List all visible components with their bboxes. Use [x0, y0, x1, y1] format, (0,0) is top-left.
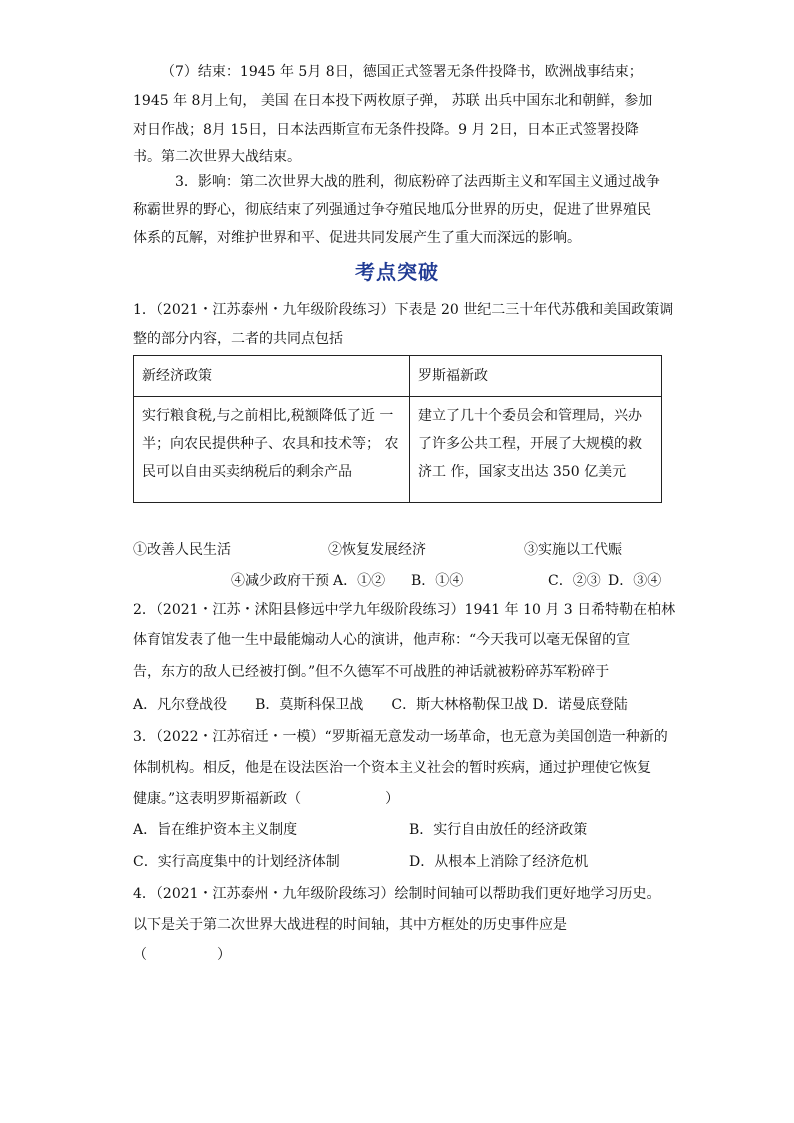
table-header-cell-new-deal: 罗斯福新政 [410, 356, 662, 397]
q3-choice-d: D．从根本上消除了经济危机 [409, 854, 589, 870]
summary-end-line-2: 1945 年 8月上旬， 美国 在日本投下两枚原子弹， 苏联 出兵中国东北和朝鲜，参加 [133, 93, 653, 109]
q3-stem-line-3: 健康。”这表明罗斯福新政（ ） [133, 791, 400, 807]
q1-item-2: ②恢复发展经济 [328, 542, 426, 558]
table-cell-new-deal-content: 建立了几十个委员会和管理局，兴办了许多公共工程，开展了大规模的救济工 作，国家支出达 350 亿美元 [410, 397, 662, 503]
q1-choice-b: B．①④ [411, 573, 464, 589]
table-header-row [134, 356, 662, 397]
q1-item-1: ①改善人民生活 [133, 542, 231, 558]
q4-answer-blank: （ ） [133, 947, 231, 963]
q4-stem-line-1: 4．（2021・江苏泰州・九年级阶段练习）绘制时间轴可以帮助我们更好地学习历史。 [133, 886, 661, 902]
q2-choices: A．凡尔登战役 B．莫斯科保卫战 C．斯大林格勒保卫战 D．诺曼底登陆 [133, 697, 628, 713]
table-header-cell-nep: 新经济政策 [134, 356, 410, 397]
q1-choice-a: A．①② [333, 573, 386, 589]
q3-choice-a: A．旨在维护资本主义制度 [133, 822, 298, 838]
summary-impact-line-2: 称霸世界的野心，彻底结束了列强通过争夺殖民地瓜分世界的历史，促进了世界殖民 [133, 202, 651, 218]
q1-item-4: ④减少政府干预 [231, 573, 329, 589]
q1-stem-line-1: 1．（2021・江苏泰州・九年级阶段练习）下表是 20 世纪二三十年代苏俄和美国政策调 [133, 302, 674, 318]
q1-item-3: ③实施以工代赈 [524, 542, 622, 558]
q4-stem-line-2: 以下是关于第二次世界大战进程的时间轴，其中方框处的历史事件应是 [133, 917, 567, 933]
summary-end-line-3: 对日作战；8月 15日，日本法西斯宣布无条件投降。9 月 2日，日本正式签署投降 [133, 122, 639, 138]
q2-stem-line-3: 告，东方的敌人已经被打倒。”但不久德军不可战胜的神话就被粉碎苏军粉碎于 [133, 664, 610, 680]
summary-end-line-4: 书。第二次世界大战结束。 [133, 149, 301, 165]
q3-choice-c: C．实行高度集中的计划经济体制 [133, 854, 340, 870]
policy-comparison-table [133, 355, 662, 503]
section-title: 考点突破 [355, 260, 439, 284]
summary-end-line-1: （7）结束：1945 年 5月 8日，德国正式签署无条件投降书，欧洲战事结束； [161, 64, 643, 80]
q3-stem-line-2: 体制机构。相反，他是在设法医治一个资本主义社会的暂时疾病，通过护理使它恢复 [133, 760, 651, 776]
q1-choice-c: C．②③ [548, 573, 601, 589]
summary-impact-line-1: 3．影响：第二次世界大战的胜利，彻底粉碎了法西斯主义和军国主义通过战争 [175, 174, 660, 190]
table-cell-nep-content: 实行粮食税,与之前相比,税额降低了近 一半；向农民提供种子、农具和技术等； 农民可以自由买卖纳税后的剩余产品 [134, 397, 410, 503]
q1-choice-d: D．③④ [608, 573, 662, 589]
q3-stem-line-1: 3．（2022・江苏宿迁・一模）“罗斯福无意发动一场革命，也无意为美国创造一种新的 [133, 729, 668, 745]
q2-stem-line-1: 2．（2021・江苏・沭阳县修远中学九年级阶段练习）1941 年 10 月 3 日希特勒在柏林 [133, 602, 676, 618]
q3-choice-b: B．实行自由放任的经济政策 [409, 822, 588, 838]
q1-stem-line-2: 整的部分内容，二者的共同点包括 [133, 331, 343, 347]
table-row [134, 397, 662, 503]
q2-stem-line-2: 体育馆发表了他一生中最能煽动人心的演讲，他声称：“今天我可以毫无保留的宣 [133, 632, 631, 648]
summary-impact-line-3: 体系的瓦解，对维护世界和平、促进共同发展产生了重大而深远的影响。 [133, 230, 581, 246]
